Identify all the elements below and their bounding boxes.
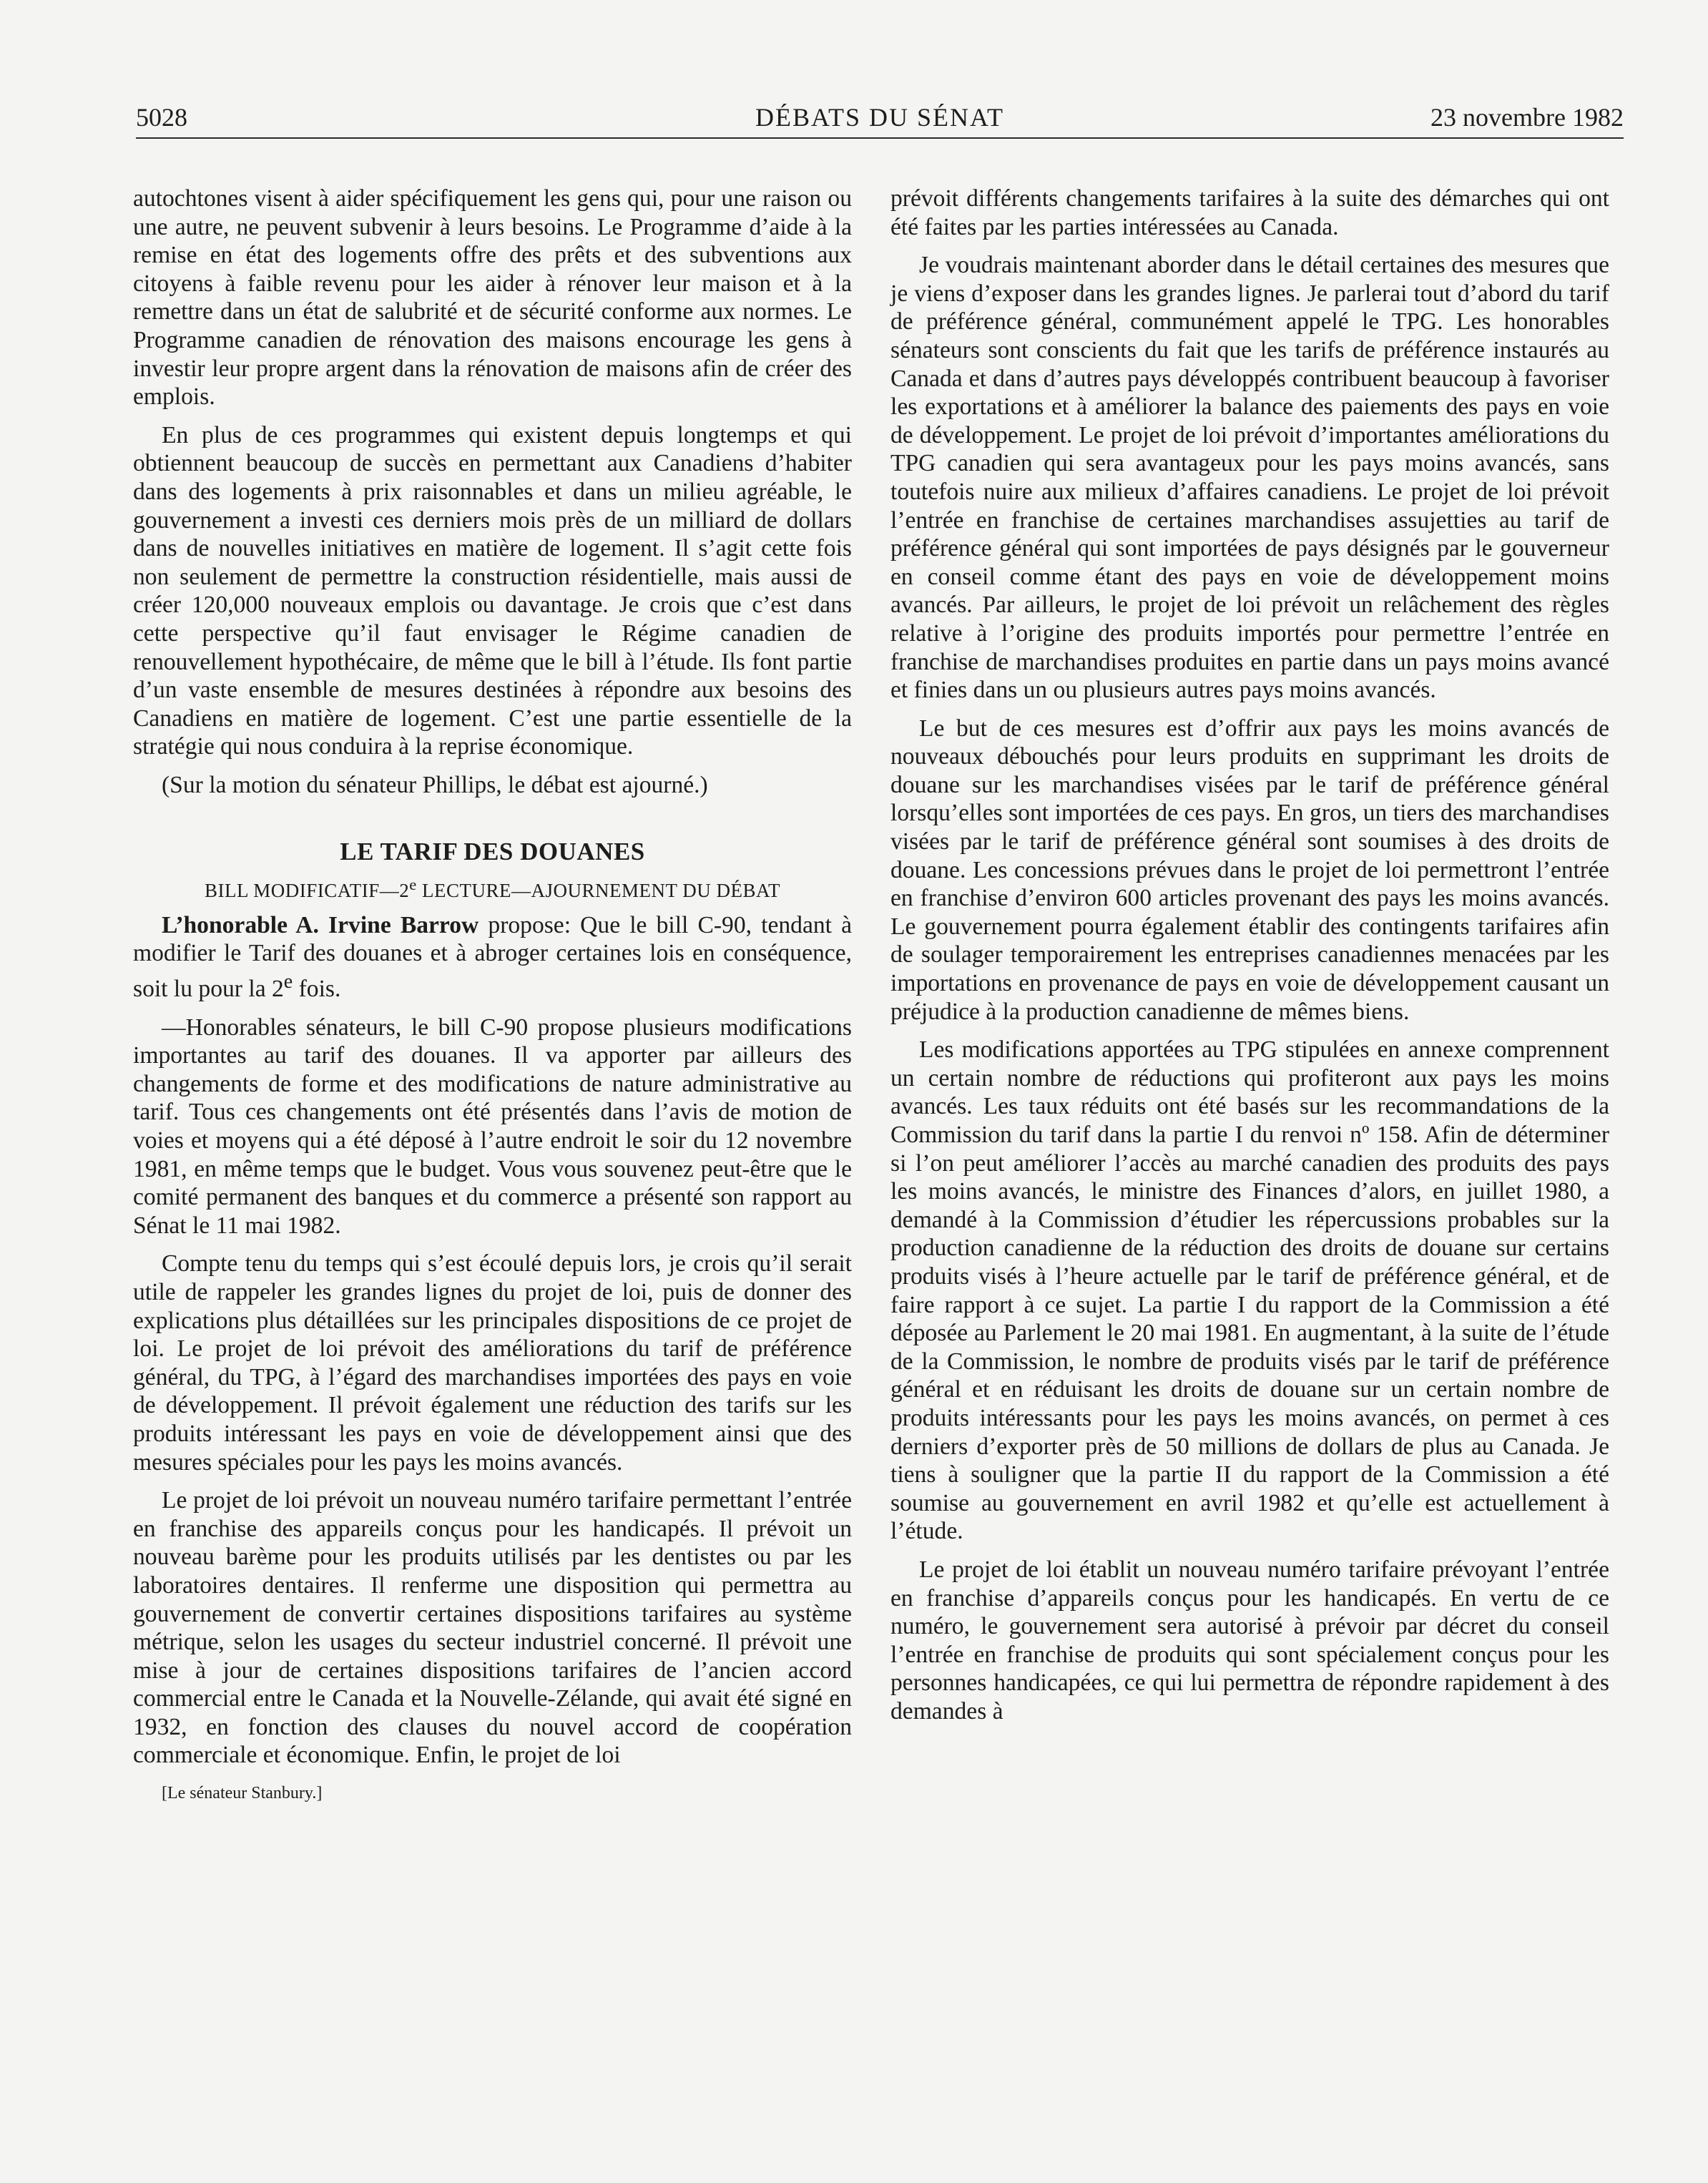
paragraph: —Honorables sénateurs, le bill C-90 propose plusieurs modifications importantes au tarif des douanes. Il va apporter par ailleurs des changements de forme et des modifications de nature administrative au tarif. Tous ces changements ont été présentés dans l’avis de motion de voies et moyens qui a été déposé à l’autre endroit le soir du 12 novembre 1981, en même temps que le budget. Vous vous souvenez peut-être que le comité permanent des banques et du commerce a présenté son rapport au Sénat le 11 mai 1982.: [133, 1014, 852, 1239]
paragraph: Je voudrais maintenant aborder dans le détail certaines des mesures que je viens d’exposer dans les grandes lignes. Je parlerai tout d’abord du tarif de préférence général, communément appelé le TPG. Les honorables sénateurs sont conscients du fait que les tarifs de préférence instaurés au Canada et dans d’autres pays développés contribuent beaucoup à favoriser les exportations et à améliorer la balance des paiements des pays en voie de développement. Le projet de loi prévoit d’importantes améliorations du TPG canadien qui sera avantageux pour les pays moins avancés, sans toutefois nuire aux milieux d’affaires canadiens. Le projet de loi prévoit l’entrée en franchise de certaines marchandises assujetties au tarif de préférence général qui sont importées de pays désignés par le gouverneur en conseil comme étant des pays en voie de développement moins avancés. Par ailleurs, le projet de loi prévoit un relâchement des règles relative à l’origine des produits importés pour permettre l’entrée en franchise de marchandises produites en partie dans un pays moins avancé et finies dans un ou plusieurs autres pays moins avancés.: [890, 252, 1609, 704]
paragraph: Le but de ces mesures est d’offrir aux pays les moins avancés de nouveaux débouchés pour leurs produits en supprimant les droits de douane sur les marchandises visées par le tarif de préférence général lorsqu’elles sont importées de ces pays. En gros, un tiers des marchandises visées par le tarif de préférence général sont soumises à des droits de douane. Les concessions prévues dans le projet de loi permettront l’entrée en franchise d’environ 600 articles provenant des pays les moins avancés. Le gouvernement pourra également établir des contingents tarifaires afin de soulager temporairement les entreprises canadiennes menacées par les importations en provenance de pays en voie de développement causant un préjudice à la production canadienne de mêmes biens.: [890, 715, 1609, 1025]
superscript: e: [283, 970, 293, 993]
subheading-part: LECTURE—AJOURNEMENT DU DÉBAT: [416, 880, 780, 902]
speech-text: propose: Que le bill C-90, tendant à modifier le Tarif des douanes et à abroger certaines lois en conséquence, soit lu pour la 2: [133, 911, 853, 1003]
paragraph: Le projet de loi prévoit un nouveau numéro tarifaire permettant l’entrée en franchise des appareils conçus pour les handicapés. Il prévoit un nouveau barème pour les produits utilisés par les dentistes ou par les laboratoires dentaires. Il renferme une disposition qui permettra au gouvernement de convertir certaines dispositions tarifaires au système métrique, selon les usages du secteur industriel concerné. Il prévoit une mise à jour de certaines dispositions tarifaires de l’ancien accord commercial entre le Canada et la Nouvelle-Zélande, qui avait été signé en 1932, en fonction des clauses du nouvel accord de coopération commerciale et économique. Enfin, le projet de loi: [133, 1487, 852, 1769]
speaker-name: L’honorable A. Irvine Barrow: [162, 911, 479, 938]
speech-paragraph: [133, 911, 852, 1004]
paragraph: autochtones visent à aider spécifiquement les gens qui, pour une raison ou une autre, ne peuvent subvenir à leurs besoins. Le Programme d’aide à la remise en état des logements offre des prêts et des subventions aux citoyens à faible revenu pour les aider à rénover leur maison et à la remettre dans un état de salubrité et de sécurité conforme aux normes. Le Programme canadien de rénovation des maisons encourage les gens à investir leur propre argent dans la rénovation de maisons afin de créer des emplois.: [133, 185, 852, 411]
section-subheading: [133, 870, 852, 906]
section-heading: LE TARIF DES DOUANES: [340, 838, 645, 866]
paragraph: En plus de ces programmes qui existent depuis longtemps et qui obtiennent beaucoup de succès en permettant aux Canadiens d’habiter dans des logements à prix raisonnables et dans un milieu agréable, le gouvernement a investi ces derniers mois près de un milliard de dollars dans de nouvelles initiatives en matière de logement. Il s’agit cette fois non seulement de permettre la construction résidentielle, mais aussi de créer 120,000 nouveaux emplois ou davantage. Je crois que c’est dans cette perspective qu’il faut envisager le Régime canadien de renouvellement hypothécaire, de même que le bill à l’étude. Ils font partie d’un vaste ensemble de mesures destinées à répondre aux besoins des Canadiens en matière de logement. C’est une partie essentielle de la stratégie qui nous conduira à la reprise économique.: [133, 421, 852, 760]
running-header: [136, 100, 1624, 139]
issue-date: 23 novembre 1982: [1430, 103, 1624, 132]
paragraph: Compte tenu du temps qui s’est écoulé depuis lors, je crois qu’il serait utile de rappeler les grandes lignes du projet de loi, puis de donner des explications plus détaillées sur les principales dispositions de ce projet de loi. Le projet de loi prévoit des améliorations du tarif de préférence général, du TPG, à l’égard des marchandises importées des pays en voie de développement. Il prévoit également une réduction des tarifs sur les produits intéressant les pays en voie de développement ainsi que des mesures spéciales pour les pays les moins avancés.: [133, 1250, 852, 1476]
paragraph: prévoit différents changements tarifaires à la suite des démarches qui ont été faites par les parties intéressées au Canada.: [890, 185, 1609, 240]
paragraph: Les modifications apportées au TPG stipulées en annexe comprennent un certain nombre de réductions qui profiteront aux pays les moins avancés. Les taux réduits ont été basés sur les recommandations de la Commission du tarif dans la partie I du renvoi nº 158. Afin de déterminer si l’on peut améliorer l’accès au marché canadien des produits des pays les moins avancés, le ministre des Finances d’alors, en juillet 1980, a demandé à la Commission d’étudier les répercussions probables sur la production canadienne de la réduction des droits de douane sur certains produits visés à l’heure actuelle par le tarif de préférence général, et de faire rapport à ce sujet. La partie I du rapport de la Commission a été déposée au Parlement le 20 mai 1981. En augmentant, à la suite de l’étude de la Commission, le nombre de produits visés par le tarif de préférence général et en réduisant les droits de douane sur un certain nombre de produits intéressants pour les pays les moins avancés, on permet à ces derniers d’exporter près de 50 millions de dollars de plus au Canada. Je tiens à souligner que la partie II du rapport de la Commission a été soumise au gouvernement en avril 1982 et qu’elle est actuellement à l’étude.: [890, 1036, 1609, 1545]
footer-note: [Le sénateur Stanbury.]: [162, 1784, 323, 1803]
subheading-part: BILL MODIFICATIF—2: [204, 880, 410, 902]
paragraph: Le projet de loi établit un nouveau numéro tarifaire prévoyant l’entrée en franchise d’appareils conçus pour les handicapés. En vertu de ce numéro, le gouvernement sera autorisé à prévoir par décret du conseil l’entrée en franchise de produits qui sont spécialement conçus pour les personnes handicapées, ce qui lui permettra de répondre rapidement à des demandes à: [890, 1556, 1609, 1725]
left-column: [133, 185, 852, 1818]
superscript: e: [409, 875, 417, 894]
journal-title: DÉBATS DU SÉNAT: [755, 103, 1005, 132]
paragraph: (Sur la motion du sénateur Phillips, le débat est ajourné.): [162, 771, 708, 798]
right-column: [890, 185, 1609, 1735]
page-number: 5028: [136, 103, 187, 132]
speech-text: fois.: [293, 976, 341, 1003]
